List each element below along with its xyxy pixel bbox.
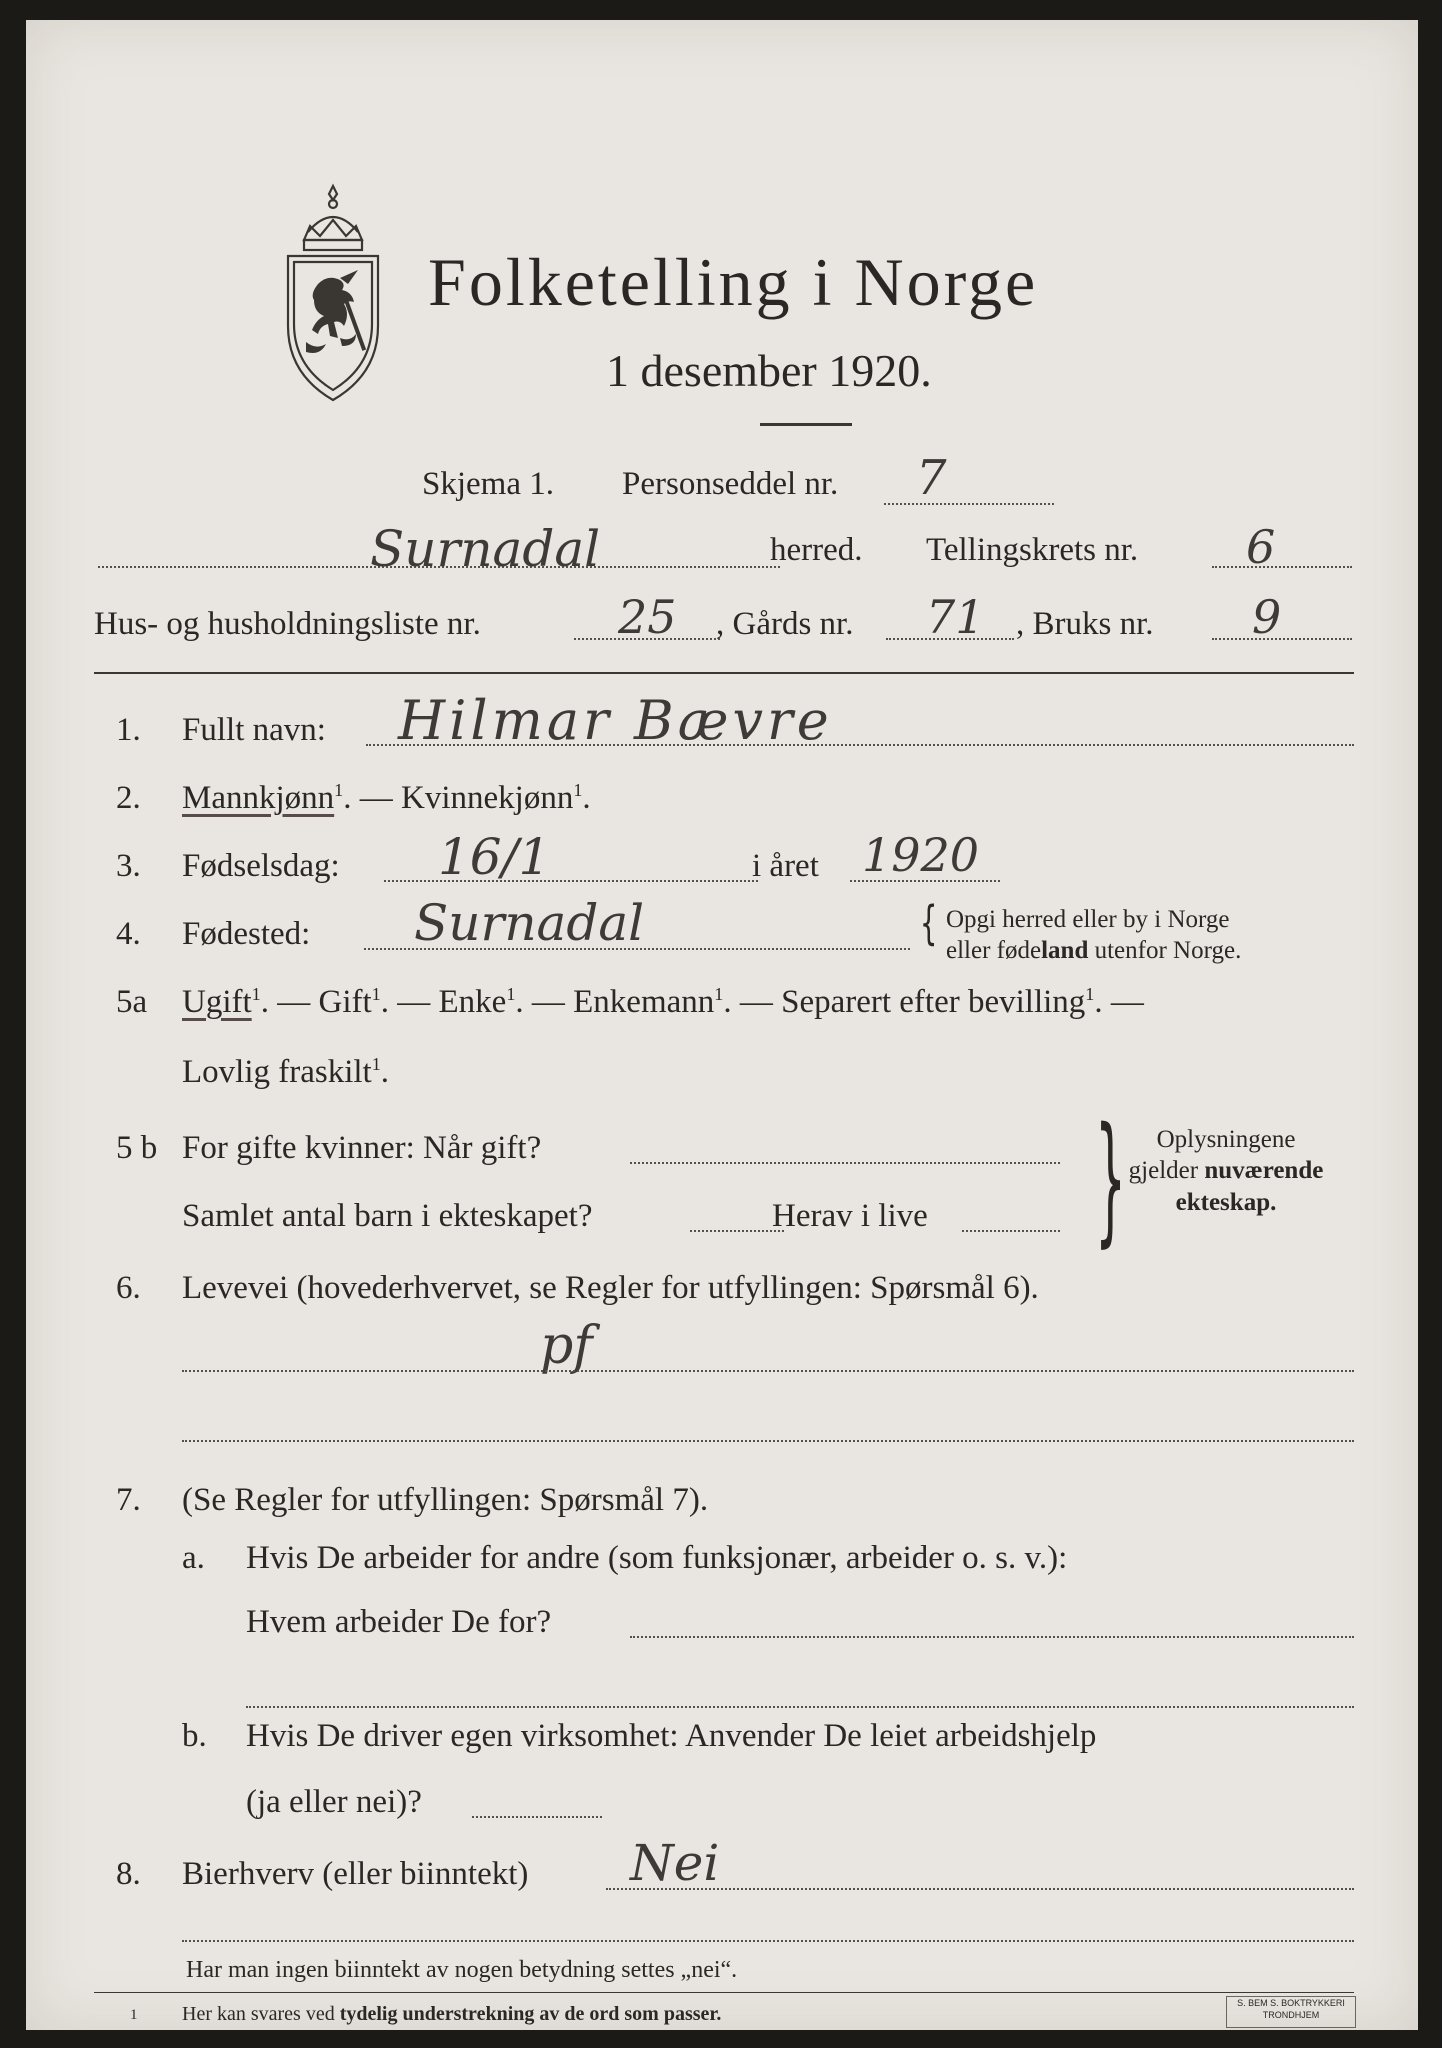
q5b-note: Oplysningene gjelder nuværende ekteskap.	[1128, 1126, 1324, 1216]
q7-number: 7.	[116, 1482, 141, 1518]
q5b-children-label: Samlet antal barn i ekteskapet?	[182, 1198, 593, 1234]
q5b-number: 5 b	[116, 1130, 158, 1166]
q4-label: Fødested:	[182, 916, 311, 952]
q7b-text: Hvis De driver egen virksomhet: Anvender De leiet arbeidshjelp	[246, 1718, 1097, 1754]
printer-stamp: S. BEM S. BOKTRYKKERI TRONDHJEM	[1226, 1996, 1356, 2028]
herred-label: herred.	[770, 532, 863, 568]
q5a-options: Ugift$^1$. — Gift$^1$. — Enke$^1$. — Enkemann$^1$. — Separert efter bevilling$^1$. —	[182, 984, 1144, 1020]
q1-number: 1.	[116, 712, 141, 748]
marital-option-lovlig-fraskilt[interactable]: Lovlig fraskilt	[182, 1054, 372, 1090]
census-form	[26, 20, 1418, 2030]
coat-of-arms-icon	[278, 180, 388, 410]
husholdningsliste-label: Hus- og husholdningsliste nr.	[94, 606, 481, 642]
q6-label: Levevei (hovederhvervet, se Regler for utfyllingen: Spørsmål 6).	[182, 1270, 1039, 1306]
side-income-value[interactable]: Nei	[630, 1834, 720, 1892]
marital-option-ugift[interactable]: Ugift	[182, 984, 252, 1020]
occupation-field-line-1	[182, 1370, 1354, 1372]
tellingskrets-value[interactable]: 6	[1246, 520, 1276, 574]
hired-help-field-line	[472, 1816, 602, 1818]
tellingskrets-field-line	[1212, 566, 1352, 568]
footnote-number: 1	[130, 2007, 138, 2023]
full-name-value[interactable]: Hilmar Bævre	[398, 689, 833, 752]
gards-value[interactable]: 71	[926, 590, 985, 644]
form-title: Folketelling i Norge	[428, 244, 1039, 320]
marital-option-enke[interactable]: . — Enke	[380, 984, 507, 1020]
q5b-alive-label: Herav i live	[772, 1198, 928, 1234]
marital-option-enkemann[interactable]: . — Enkemann	[515, 984, 715, 1020]
q2-options: Mannkjønn$^1$. — Kvinnekjønn$^1$.	[182, 780, 591, 816]
q6-number: 6.	[116, 1270, 141, 1306]
tellingskrets-label: Tellingskrets nr.	[926, 532, 1139, 568]
q8-number: 8.	[116, 1856, 141, 1892]
bruks-label: , Bruks nr.	[1016, 606, 1154, 642]
footer-note: Har man ingen biinntekt av nogen betydning settes „nei“.	[186, 1957, 738, 1983]
birthplace-value[interactable]: Surnadal	[414, 894, 645, 952]
marital-option-separert[interactable]: . — Separert efter bevilling	[723, 984, 1086, 1020]
bleed-through-text	[1146, 138, 1152, 164]
title-divider	[760, 423, 852, 426]
personseddel-label: Personseddel nr.	[622, 466, 839, 502]
q7a-text: Hvis De arbeider for andre (som funksjonær, arbeider o. s. v.):	[246, 1540, 1068, 1576]
employer-field-line-1	[630, 1636, 1354, 1638]
employer-field-line-2	[246, 1706, 1354, 1708]
gards-label: , Gårds nr.	[716, 606, 854, 642]
side-income-field-line-2	[182, 1940, 1354, 1942]
q5a-options-line2: Lovlig fraskilt$^1$.	[182, 1054, 390, 1090]
q7-label: (Se Regler for utfyllingen: Spørsmål 7).	[182, 1482, 709, 1518]
herred-value[interactable]: Surnadal	[370, 520, 601, 578]
census-date: 1 desember 1920.	[606, 345, 932, 396]
personseddel-value[interactable]: 7	[916, 450, 947, 506]
q4-note: Opgi herred eller by i Norge eller fødeland utenfor Norge.	[946, 906, 1242, 965]
birthdate-value[interactable]: 16/1	[438, 828, 551, 886]
q5b-brace-icon: }	[1094, 1098, 1127, 1261]
q7a-number: a.	[182, 1540, 205, 1576]
q5b-married-label: For gifte kvinner: Når gift?	[182, 1130, 542, 1166]
occupation-value[interactable]: pf	[540, 1316, 593, 1376]
q7a-question: Hvem arbeider De for?	[246, 1604, 552, 1640]
personseddel-field-line	[884, 503, 1054, 505]
skjema-label: Skjema 1.	[422, 466, 554, 502]
gender-option-female[interactable]: Kvinnekjønn	[401, 780, 574, 816]
q5a-number: 5a	[116, 984, 148, 1020]
children-count-field-line	[690, 1230, 784, 1232]
q3-year-label: i året	[752, 848, 819, 884]
q3-label: Fødselsdag:	[182, 848, 340, 884]
footer-divider	[94, 1992, 1354, 1993]
birthyear-value[interactable]: 1920	[862, 828, 980, 882]
footnote-text: Her kan svares ved tydelig understrekning av de ord som passer.	[182, 2003, 722, 2025]
q3-number: 3.	[116, 848, 141, 884]
children-alive-field-line	[962, 1230, 1060, 1232]
bruks-field-line	[1212, 638, 1352, 640]
q1-label: Fullt navn:	[182, 712, 326, 748]
married-date-field-line	[630, 1162, 1060, 1164]
bruks-value[interactable]: 9	[1252, 590, 1282, 644]
q4-brace-icon: {	[919, 896, 938, 950]
occupation-field-line-2	[182, 1440, 1354, 1442]
q4-number: 4.	[116, 916, 141, 952]
husholdningsliste-value[interactable]: 25	[618, 590, 677, 644]
header-divider	[94, 672, 1354, 674]
q7b-number: b.	[182, 1718, 207, 1754]
gender-option-male[interactable]: Mannkjønn	[182, 780, 335, 816]
marital-option-gift[interactable]: . — Gift	[260, 984, 372, 1020]
q7b-question: (ja eller nei)?	[246, 1784, 422, 1820]
q2-number: 2.	[116, 780, 141, 816]
q8-label: Bierhverv (eller biinntekt)	[182, 1856, 529, 1892]
